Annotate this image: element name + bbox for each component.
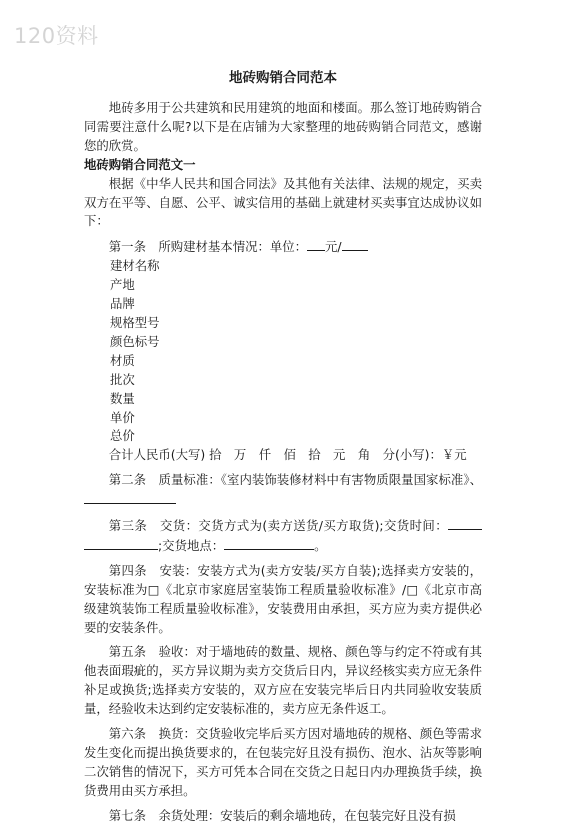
article-1-label: 第一条 所购建材基本情况：单位： [108, 239, 308, 255]
article-1-total: 合计人民币(大写) 拾 万 仟 佰 拾 元 角 分(小写)：￥元 [108, 447, 467, 463]
material-item: 单价 [110, 409, 135, 425]
material-item: 品牌 [110, 296, 135, 312]
article-3-place: ;交货地点： [158, 537, 225, 553]
article-1-mid: 元/ [325, 239, 342, 255]
time-blank-2 [84, 536, 158, 550]
material-item: 产地 [110, 277, 135, 293]
material-item: 材质 [110, 352, 135, 368]
watermark-logo: 120资料 [14, 24, 99, 48]
document-body [84, 69, 482, 826]
article-3-text: 第三条 交货：交货方式为(卖方送货/买方取货);交货时间： [108, 518, 448, 534]
article-4: 第四条 安装：安装方式为(卖方安装/买方自装);选择卖方安装的，安装标准为□《北京市家庭居室装饰工程质量验收标准》/□《北京市高级建筑装饰工程质量验收标准》，安装费用由承担，买方应为卖方提供必要的安装条件。 [84, 562, 482, 635]
unit-blank [307, 237, 325, 251]
standard-blank [84, 490, 176, 504]
material-item: 建材名称 [110, 258, 160, 274]
preamble-paragraph: 根据《中华人民共和国合同法》及其他有关法律、法规的规定，买卖双方在平等、自愿、公平、诚实信用的基础上就建材买卖事宜达成协议如下： [84, 175, 482, 229]
article-1 [84, 237, 482, 257]
article-5: 第五条 验收：对于墙地砖的数量、规格、颜色等与约定不符或有其他表面瑕疵的，买方异议期为卖方交货后日内，异议经核实卖方应无条件补足或换货;选择卖方安装的，双方应在安装完毕后日内共同验收安装质量，经验收未达到约定安装标准的，卖方应无条件返工。 [84, 644, 482, 717]
intro-paragraph: 地砖多用于公共建筑和民用建筑的地面和楼面。那么签订地砖购销合同需要注意什么呢?以下是在店铺为大家整理的地砖购销合同范文，感谢您的欣赏。 [84, 100, 482, 153]
article-3 [84, 516, 482, 556]
article-3-end: 。 [314, 537, 327, 553]
article-6: 第六条 换货：交货验收完毕后买方因对墙地砖的规格、颜色等需求发生变化而提出换货要求的，在包装完好且没有损伤、泡水、沾灰等影响二次销售的情况下，买方可凭本合同在交货之日起日内办理换货手续，换货费用由买方承担。 [84, 726, 482, 798]
article-2 [84, 471, 482, 510]
material-item-list [84, 257, 482, 446]
place-blank [224, 536, 314, 550]
time-blank [448, 516, 482, 530]
material-item: 总价 [110, 428, 135, 444]
article-2-text: 第二条 质量标准：《室内装饰装修材料中有害物质限量国家标准》、 [108, 472, 482, 488]
section-heading: 地砖购销合同范文一 [84, 156, 196, 172]
material-item: 颜色标号 [110, 333, 160, 349]
unit-blank-2 [342, 237, 368, 251]
article-7: 第七条 余货处理：安装后的剩余墙地砖，在包装完好且没有损 [108, 807, 456, 823]
material-item: 规格型号 [110, 314, 160, 330]
document-title: 地砖购销合同范本 [229, 70, 337, 86]
material-item: 批次 [110, 371, 135, 387]
material-item: 数量 [110, 390, 135, 406]
